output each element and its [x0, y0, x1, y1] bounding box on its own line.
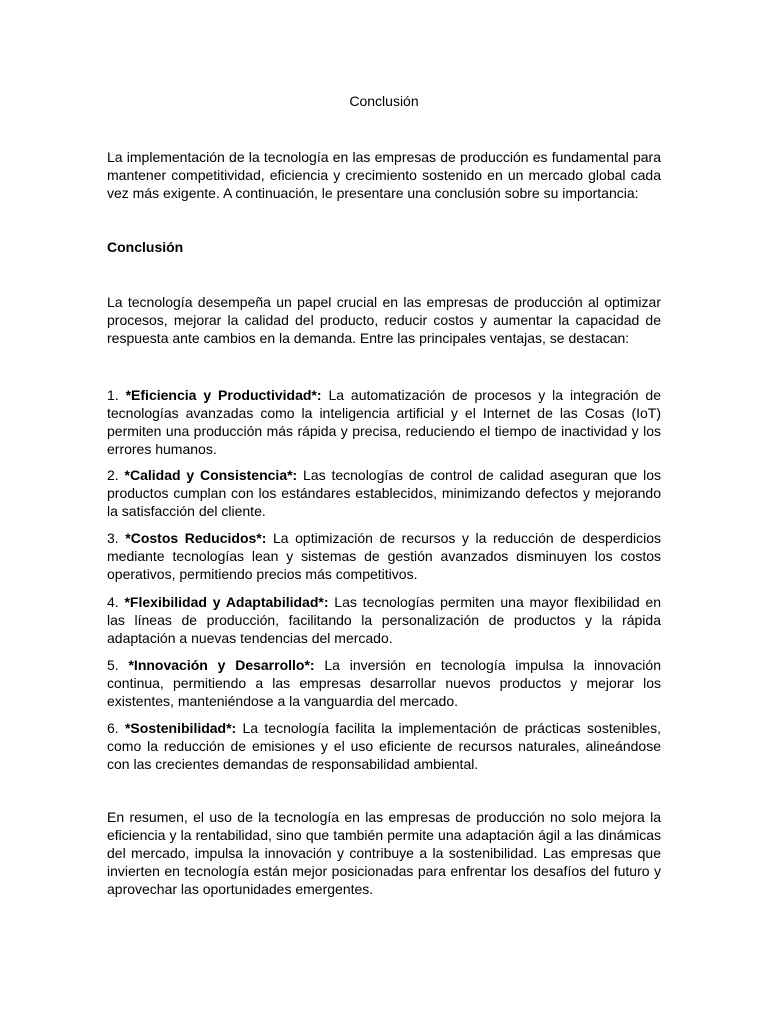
item-text: La optimización de recursos y la reducción de desperdicios mediante tecnologías lean y sistemas de gestión avanzados disminuyen los costos operativos, permitiendo precios más competitivos.: [107, 530, 662, 582]
item-text: Las tecnologías permiten una mayor flexibilidad en las líneas de producción, facilitando la personalización de productos y la rápida adaptación a nuevas tendencias del mercado.: [107, 594, 661, 646]
item-number: 6.: [107, 720, 125, 736]
item-number: 2.: [107, 467, 125, 483]
item-number: 1.: [107, 387, 126, 403]
list-item-1: [107, 386, 661, 458]
item-number: 3.: [107, 530, 126, 546]
item-label: *Calidad y Consistencia*:: [124, 467, 298, 483]
item-label: *Sostenibilidad*:: [124, 720, 237, 736]
item-number: 5.: [107, 657, 129, 673]
item-text: La tecnología facilita la implementación de prácticas sostenibles, como la reducción de emisiones y el uso eficiente de recursos naturales, alineándose con las crecientes demandas de responsabilidad ambiental.: [107, 720, 661, 772]
summary-paragraph: En resumen, el uso de la tecnología en las empresas de producción no solo mejora la eficiencia y la rentabilidad, sino que también permite una adaptación ágil a las dinámicas del mercado, impulsa la innovación y contribuye a la sostenibilidad. Las empresas que invierten en tecnología están mejor posicionadas para enfrentar los desafíos del futuro y aprovechar las oportunidades emergentes.: [107, 809, 661, 897]
list-item-5: [107, 656, 661, 710]
document-title: Conclusión: [349, 93, 419, 109]
list-item-6: [107, 719, 661, 773]
section-heading: Conclusión: [107, 239, 184, 255]
item-text: La automatización de procesos y la integración de tecnologías avanzadas como la inteligencia artificial y el Internet de las Cosas (IoT) permiten una producción más rápida y precisa, reduciendo el tiempo de inactividad y los errores humanos.: [107, 387, 661, 457]
body-paragraph: La tecnología desempeña un papel crucial en las empresas de producción al optimizar procesos, mejorar la calidad del producto, reducir costos y aumentar la capacidad de respuesta ante cambios en la demanda. Entre las principales ventajas, se destacan:: [107, 294, 661, 346]
intro-paragraph: La implementación de la tecnología en las empresas de producción es fundamental para mantener competitividad, eficiencia y crecimiento sostenido en un mercado global cada vez más exigente. A continuación, le presentare una conclusión sobre su importancia:: [107, 149, 661, 201]
list-item-2: [107, 466, 661, 520]
item-number: 4.: [107, 594, 125, 610]
item-text: La inversión en tecnología impulsa la innovación continua, permitiendo a las empresas desarrollar nuevos productos y mejorar los existentes, manteniéndose a la vanguardia del mercado.: [107, 657, 661, 709]
list-item-3: [107, 529, 661, 583]
item-label: *Innovación y Desarrollo*:: [128, 657, 315, 673]
item-label: *Costos Reducidos*:: [125, 530, 267, 546]
list-item-4: [107, 593, 661, 647]
item-text: Las tecnologías de control de calidad aseguran que los productos cumplan con los estándares establecidos, minimizando defectos y mejorando la satisfacción del cliente.: [107, 467, 661, 519]
item-label: *Eficiencia y Productividad*:: [125, 387, 322, 403]
item-label: *Flexibilidad y Adaptabilidad*:: [124, 594, 329, 610]
